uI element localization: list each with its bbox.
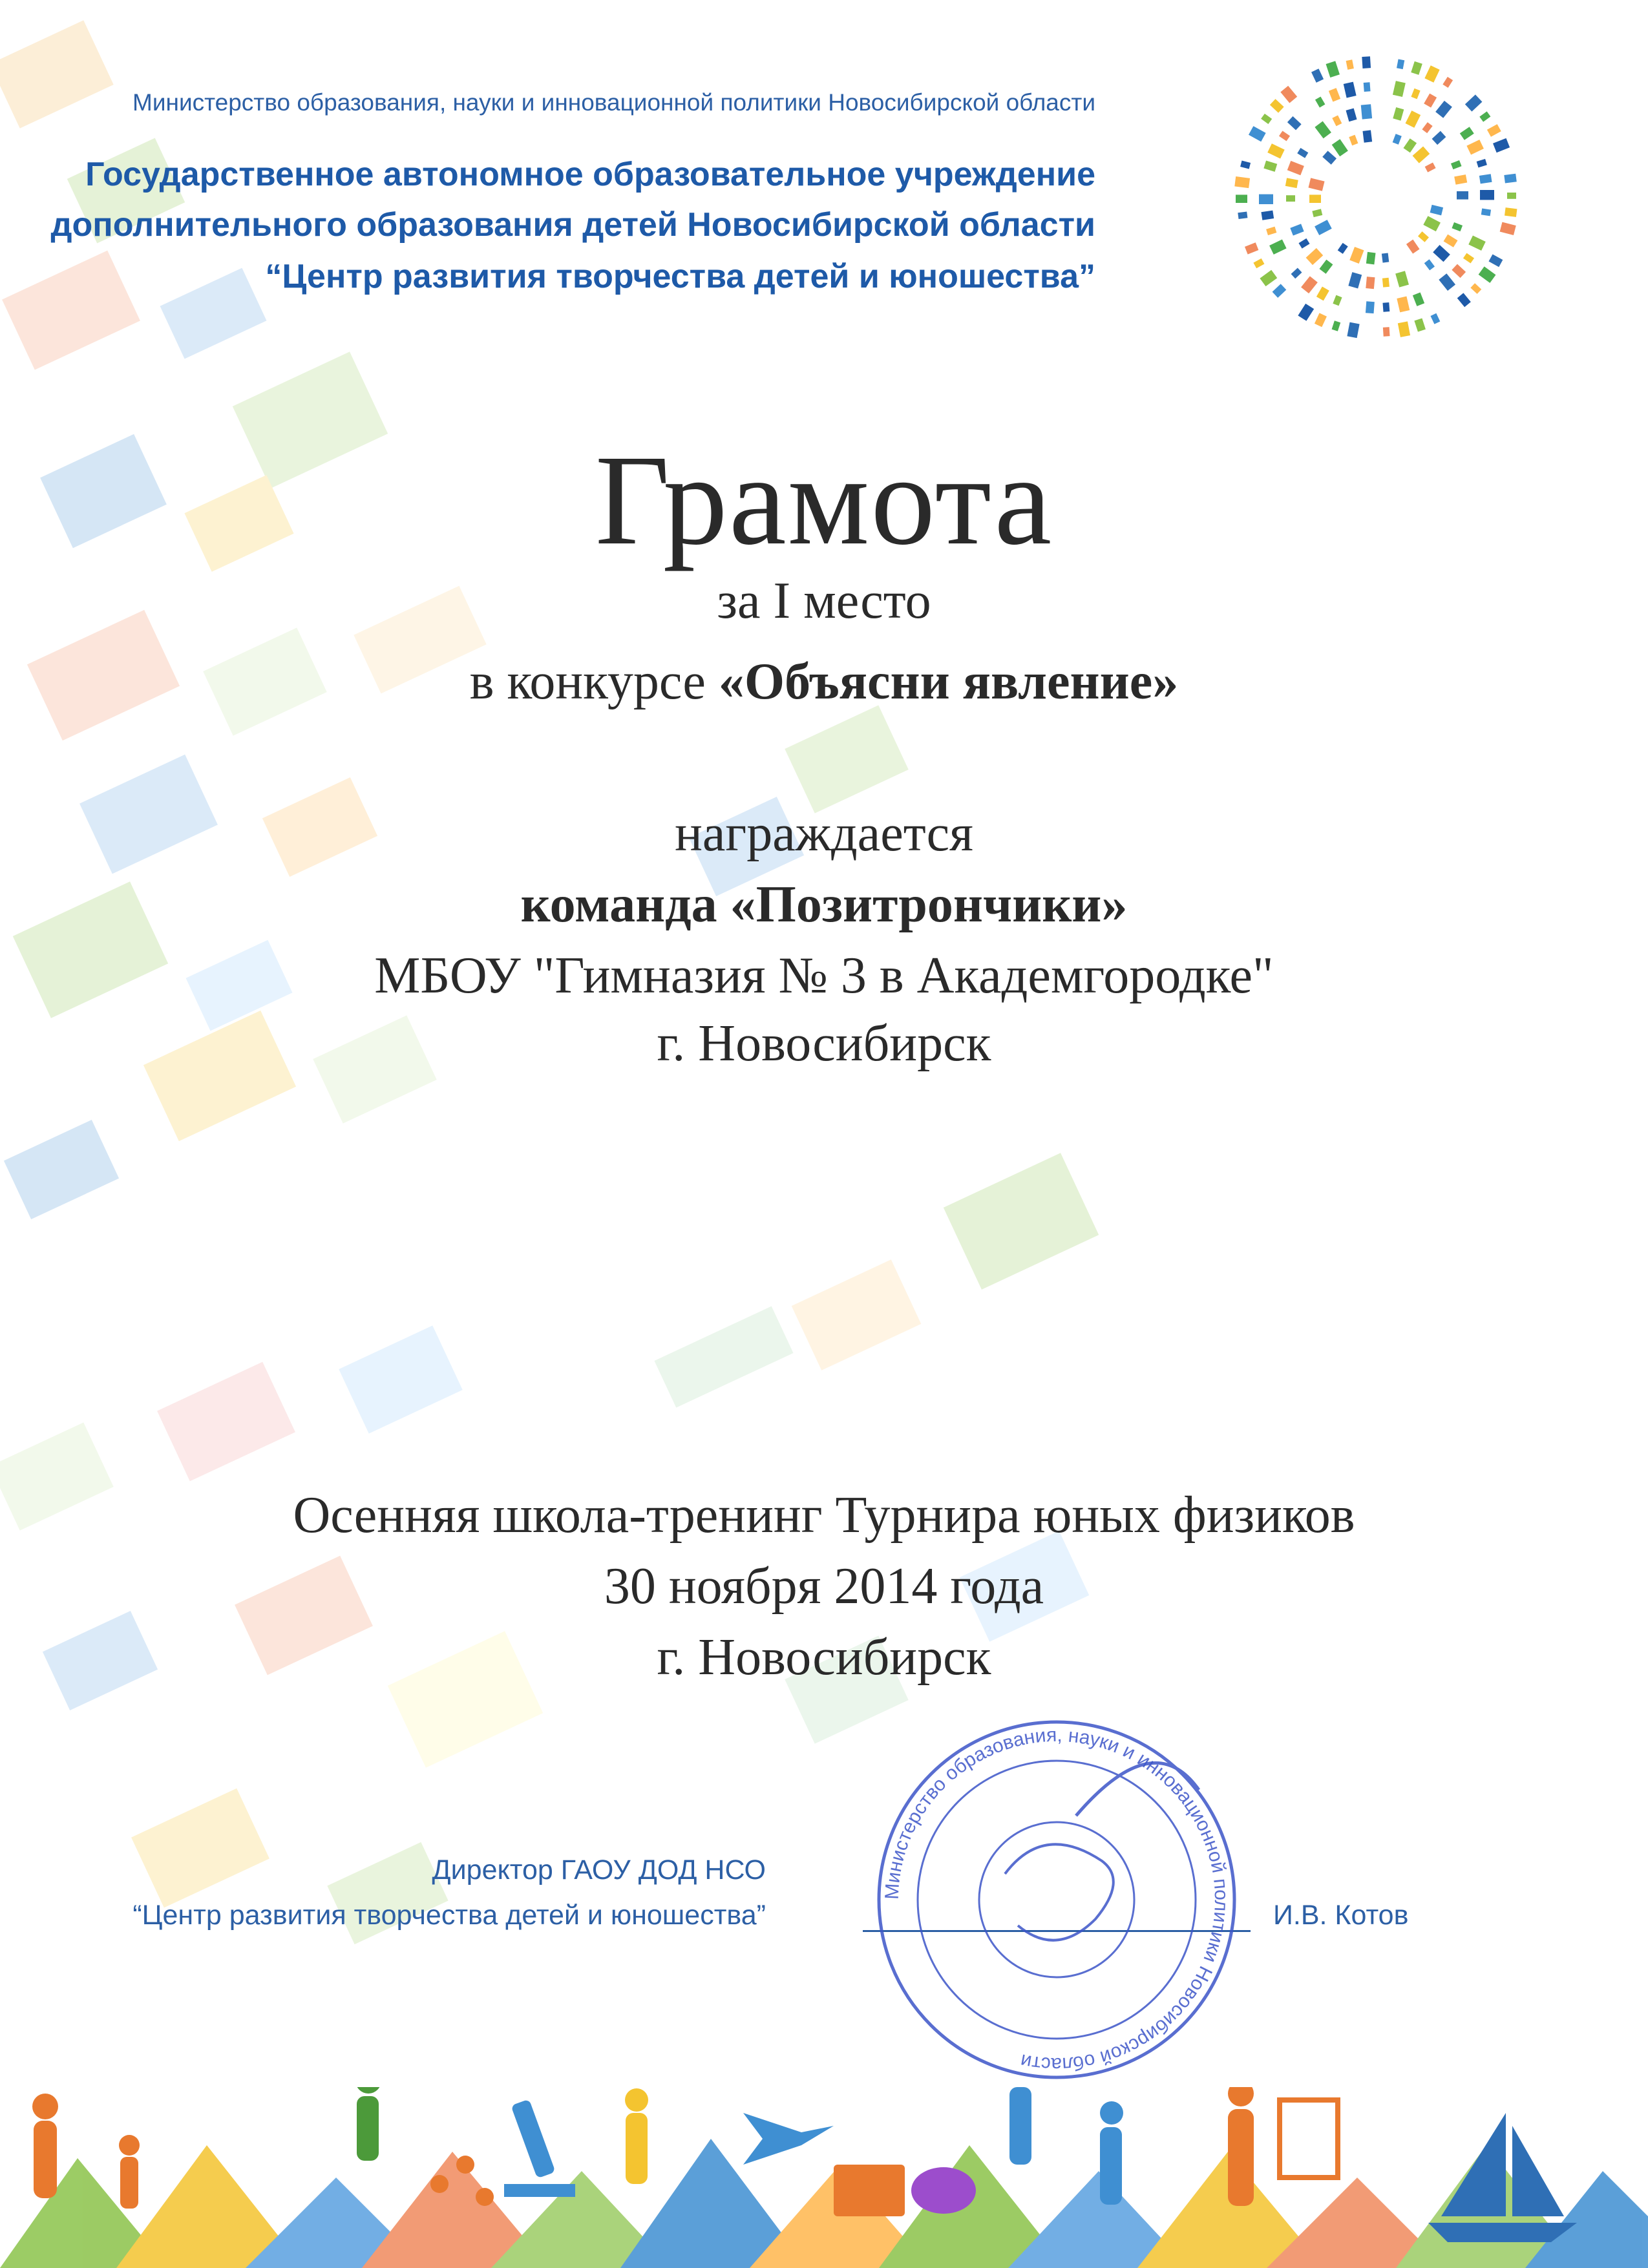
logo-tile xyxy=(1312,209,1322,217)
basketball-player-icon xyxy=(1009,2087,1123,2205)
logo-tile xyxy=(1479,266,1496,282)
institution-line-3: “Центр развития творчества детей и юношества” xyxy=(265,258,1095,295)
logo-tile xyxy=(1344,82,1357,98)
event-date: 30 ноября 2014 года xyxy=(604,1558,1044,1615)
logo-tile xyxy=(1465,94,1483,111)
logo-tile xyxy=(1413,146,1430,163)
logo-tile xyxy=(1349,135,1358,146)
logo-tile xyxy=(1249,126,1266,142)
logo-tile xyxy=(1332,320,1341,331)
logo-tile xyxy=(1382,302,1389,312)
logo-tile xyxy=(1298,238,1309,249)
logo-tile xyxy=(1319,260,1333,274)
logo-tile xyxy=(1418,231,1429,242)
logo-tile xyxy=(1287,161,1304,175)
logo-tile xyxy=(1395,271,1409,287)
contest-prefix: в конкурсе xyxy=(469,653,719,710)
logo-tile xyxy=(1366,277,1375,289)
institution-line-2: дополнительного образования детей Новосибирской области xyxy=(50,206,1095,244)
logo-tile xyxy=(1315,121,1331,138)
logo-tile xyxy=(1454,174,1467,185)
logo-tile xyxy=(1411,61,1422,75)
logo-tile xyxy=(1422,122,1432,133)
logo-tile xyxy=(1466,140,1484,154)
logo-tile xyxy=(1393,107,1404,121)
logo-tile xyxy=(1382,278,1389,288)
hiker-icon xyxy=(625,2088,648,2184)
event-city: г. Новосибирск xyxy=(657,1629,991,1686)
logo-tile xyxy=(1488,254,1503,267)
logo-tile xyxy=(1315,96,1325,107)
logo-tile xyxy=(1425,162,1436,172)
logo-tile xyxy=(1457,293,1471,307)
logo-tile xyxy=(1349,247,1364,264)
logo-tile xyxy=(1480,190,1494,200)
logo-tile xyxy=(1398,321,1410,337)
logo-tile xyxy=(1236,194,1247,203)
ministry-name: Министерство образования, науки и инновационной политики Новосибирской области xyxy=(132,89,1095,116)
logo-tile xyxy=(1500,222,1516,235)
logo-tile xyxy=(1470,283,1481,294)
logo-tile xyxy=(1435,101,1452,118)
logo-tile xyxy=(1397,59,1404,70)
logo-tile xyxy=(1332,139,1348,156)
contest-name: «Объясни явление» xyxy=(718,653,1179,710)
logo-tile xyxy=(1315,313,1327,327)
logo-tile xyxy=(1463,253,1474,264)
certificate-title: Грамота xyxy=(595,429,1053,572)
logo-tile xyxy=(1279,131,1290,141)
institution-logo xyxy=(1215,39,1538,355)
logo-tile xyxy=(1457,191,1468,200)
logo-tile xyxy=(1238,212,1247,219)
logo-tile xyxy=(1326,61,1340,78)
logo-tile xyxy=(1261,211,1274,220)
logo-tile xyxy=(1487,124,1501,137)
logo-tile xyxy=(1270,99,1284,113)
logo-tile xyxy=(1460,127,1474,140)
logo-tile xyxy=(1424,259,1435,270)
contest-line xyxy=(0,653,1648,711)
logo-tile xyxy=(1308,178,1324,191)
logo-tile xyxy=(1452,222,1463,231)
logo-tile xyxy=(1361,104,1372,119)
logo-tile xyxy=(1366,252,1376,264)
logo-tile xyxy=(1285,178,1298,188)
logo-tile xyxy=(1403,138,1417,152)
logo-tile xyxy=(1316,287,1329,301)
logo-tile xyxy=(1346,108,1357,121)
logo-tile xyxy=(1266,227,1276,235)
logo-tile xyxy=(1411,89,1420,100)
logo-tile xyxy=(1393,81,1406,97)
logo-tile xyxy=(1286,195,1295,202)
logo-tile xyxy=(1406,240,1420,254)
logo-tile xyxy=(1479,111,1490,121)
official-stamp xyxy=(869,1712,1244,2087)
signatory-organization: “Центр развития творчества детей и юношества” xyxy=(132,1900,766,1931)
logo-tile xyxy=(1452,264,1466,278)
logo-tile xyxy=(1273,284,1287,298)
signatory-name: И.В. Котов xyxy=(1273,1900,1409,1931)
airplane-icon xyxy=(743,2113,834,2165)
logo-tile xyxy=(1397,297,1410,313)
logo-tile xyxy=(1481,209,1491,216)
institution-line-1: Государственное автономное образовательное учреждение xyxy=(85,156,1095,193)
logo-tile xyxy=(1290,224,1304,235)
logo-tile xyxy=(1477,159,1487,167)
recipient-city: г. Новосибирск xyxy=(657,1015,991,1072)
microscope-icon xyxy=(504,2099,575,2197)
logo-tile xyxy=(1493,138,1510,152)
logo-tile xyxy=(1366,301,1375,313)
school-name: МБОУ "Гимназия № 3 в Академгородке" xyxy=(374,947,1274,1004)
logo-tile xyxy=(1261,114,1272,124)
logo-tile xyxy=(1315,220,1332,235)
logo-tile xyxy=(1439,273,1455,291)
logo-tile xyxy=(1393,134,1402,145)
place-line: за I место xyxy=(717,572,931,629)
book-icon xyxy=(834,2165,905,2216)
logo-tile xyxy=(1362,56,1371,68)
logo-tile xyxy=(1280,86,1297,103)
logo-tile xyxy=(1348,272,1362,288)
logo-tile xyxy=(1291,268,1302,278)
logo-tile xyxy=(1432,131,1446,145)
logo-tile xyxy=(1433,245,1450,262)
event-name: Осенняя школа-тренинг Турнира юных физиков xyxy=(293,1487,1355,1544)
footer-illustration xyxy=(0,2087,1648,2268)
logo-tile xyxy=(1306,248,1324,265)
teacher-easel-icon xyxy=(1228,2087,1338,2206)
logo-tile xyxy=(1383,327,1390,337)
awarded-label: награждается xyxy=(675,805,973,862)
logo-tile xyxy=(1245,242,1258,254)
team-name: команда «Позитрончики» xyxy=(520,876,1128,933)
logo-tile xyxy=(1382,253,1389,263)
logo-tile xyxy=(1309,194,1321,203)
logo-tile xyxy=(1311,68,1324,83)
logo-tile xyxy=(1451,160,1462,169)
logo-tile xyxy=(1442,77,1453,88)
logo-tile xyxy=(1444,235,1458,247)
logo-tile xyxy=(1338,243,1348,254)
sailboat-icon xyxy=(1428,2113,1577,2242)
logo-tile xyxy=(1507,193,1516,199)
logo-tile xyxy=(1505,207,1517,217)
logo-tile xyxy=(1430,313,1440,324)
logo-tile xyxy=(1479,174,1492,184)
logo-tile xyxy=(1322,151,1336,164)
logo-tile xyxy=(1430,205,1443,216)
logo-tile xyxy=(1253,258,1264,268)
logo-tile xyxy=(1423,216,1441,231)
logo-tile xyxy=(1347,322,1359,338)
logo-tile xyxy=(1333,295,1342,306)
logo-tile xyxy=(1413,293,1424,306)
logo-tile xyxy=(1301,276,1318,293)
logo-tile xyxy=(1240,161,1251,169)
logo-tile xyxy=(1362,130,1372,142)
stamp-text: Министерство образования, науки и инновационной политики Новосибирской области xyxy=(881,1724,1232,2075)
logo-tile xyxy=(1269,239,1287,254)
logo-tile xyxy=(1406,110,1421,128)
logo-tile xyxy=(1259,194,1273,204)
svg-text:Министерство образования, наук xyxy=(882,1725,1232,2075)
logo-tile xyxy=(1260,270,1277,286)
logo-tile xyxy=(1468,236,1486,251)
logo-tile xyxy=(1287,116,1302,130)
logo-tile xyxy=(1267,143,1285,158)
logo-tile xyxy=(1332,115,1342,126)
logo-tile xyxy=(1234,176,1250,188)
jumping-child-icon xyxy=(355,2087,381,2161)
logo-tile xyxy=(1504,174,1516,184)
palette-icon xyxy=(911,2167,976,2214)
logo-tile xyxy=(1364,82,1371,92)
logo-tile xyxy=(1263,161,1277,172)
logo-tile xyxy=(1298,304,1314,321)
logo-tile xyxy=(1297,148,1308,158)
logo-tile xyxy=(1329,88,1340,101)
logo-tile xyxy=(1424,65,1439,82)
signatory-role: Директор ГАОУ ДОД НСО xyxy=(432,1854,766,1885)
logo-tile xyxy=(1346,59,1354,70)
logo-tile xyxy=(1414,318,1426,331)
logo-tile xyxy=(1424,94,1437,108)
